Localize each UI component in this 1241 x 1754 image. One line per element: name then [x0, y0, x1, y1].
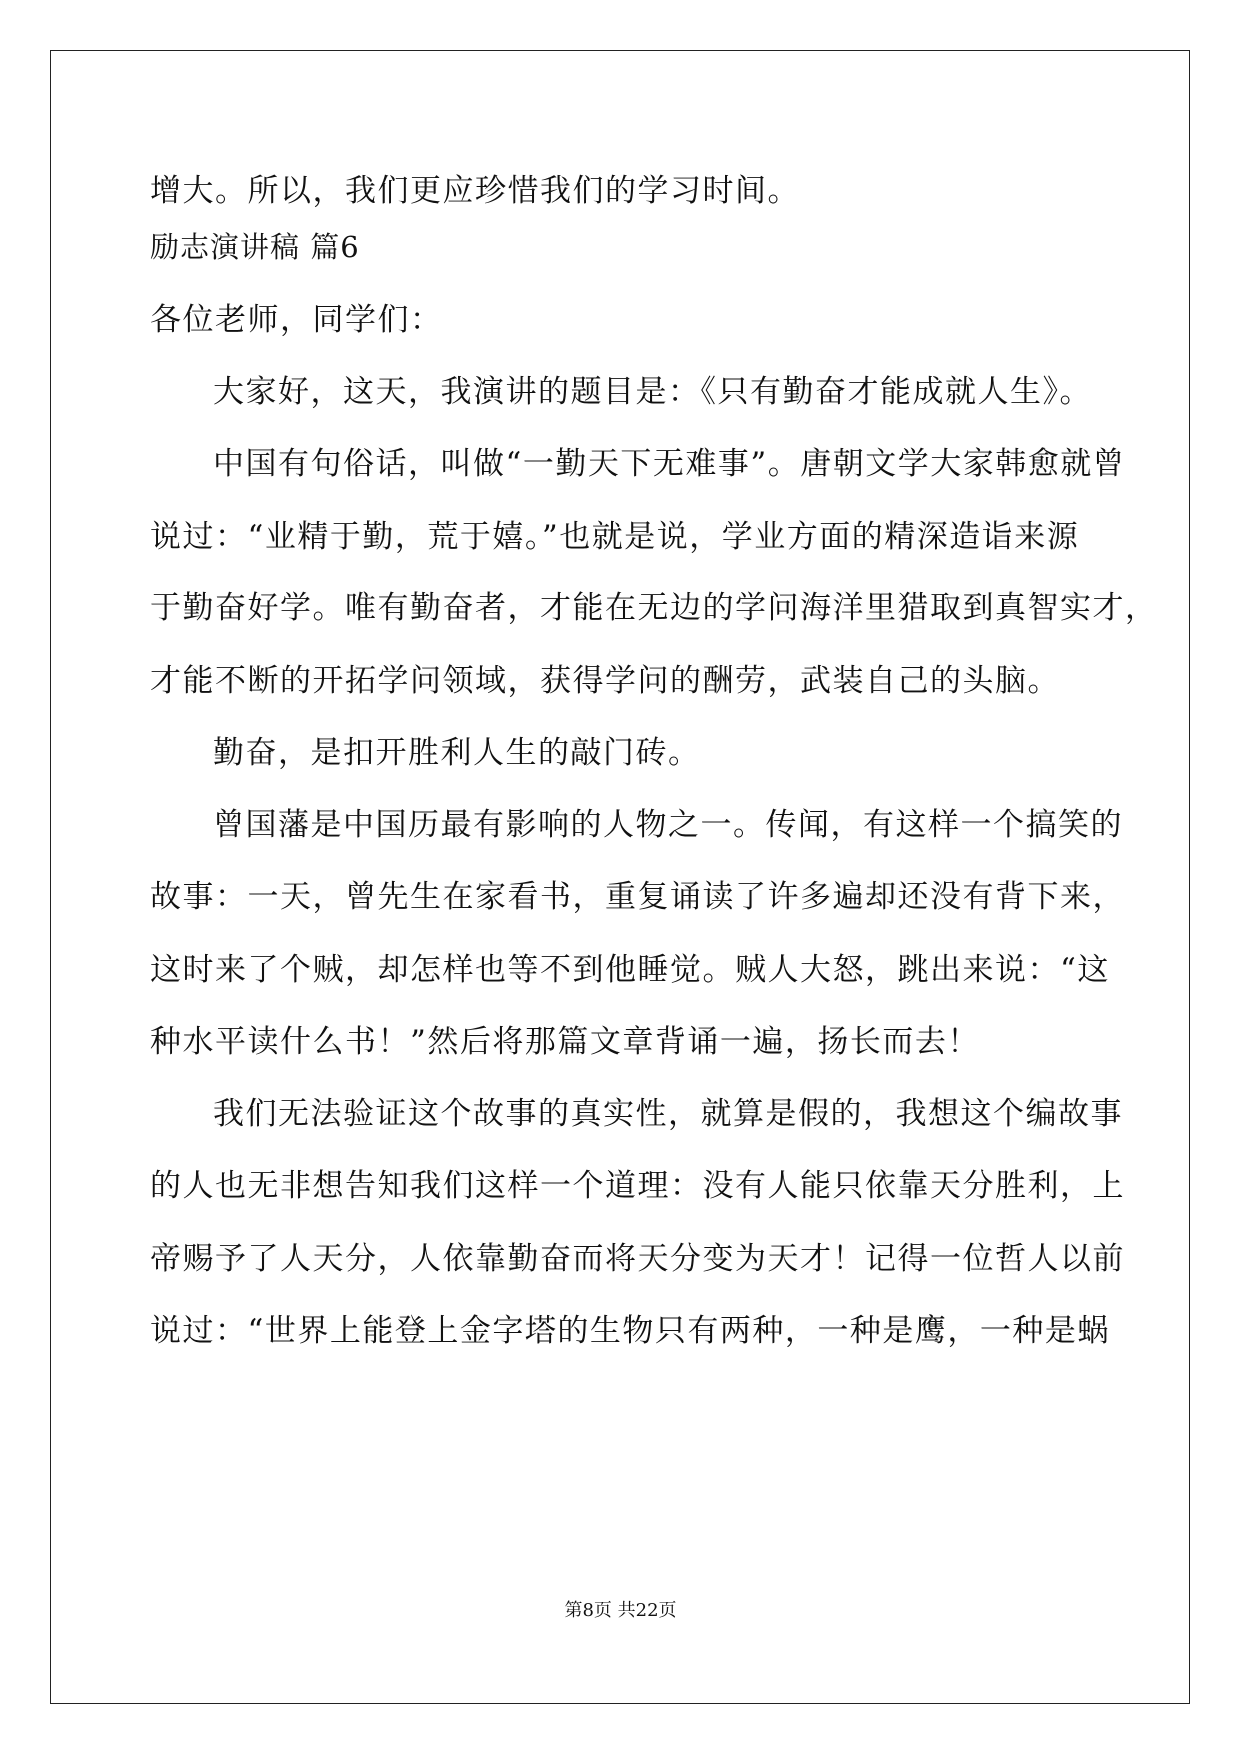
- text-line: 增大。所以，我们更应珍惜我们的学习时间。: [150, 173, 800, 209]
- text-line: 于勤奋好学。唯有勤奋者，才能在无边的学问海洋里猎取到真智实才，: [150, 590, 1158, 626]
- text-line: 才能不断的开拓学问领域，获得学问的酬劳，武装自己的头脑。: [150, 663, 1060, 699]
- text-line: 这时来了个贼，却怎样也等不到他睡觉。贼人大怒，跳出来说：“这: [150, 952, 1110, 988]
- section-heading: 励志演讲稿 篇6: [150, 230, 360, 264]
- text-line: 曾国藩是中国历最有影响的人物之一。传闻，有这样一个搞笑的: [213, 807, 1123, 843]
- text-line: 勤奋，是扣开胜利人生的敲门砖。: [213, 735, 701, 771]
- salutation: 各位老师，同学们：: [150, 302, 443, 338]
- text-line: 大家好，这天，我演讲的题目是：《只有勤奋才能成就人生》。: [213, 374, 1092, 410]
- text-line: 故事：一天，曾先生在家看书，重复诵读了许多遍却还没有背下来，: [150, 879, 1125, 915]
- text-line: 我们无法验证这个故事的真实性，就算是假的，我想这个编故事: [213, 1096, 1123, 1132]
- text-line: 种水平读什么书！”然后将那篇文章背诵一遍，扬长而去！: [150, 1024, 980, 1060]
- page-number: 第8页 共22页: [564, 1600, 677, 1621]
- text-line: 中国有句俗话，叫做“一勤天下无难事”。唐朝文学大家韩愈就曾: [213, 446, 1126, 482]
- text-line: 说过：“世界上能登上金字塔的生物只有两种，一种是鹰，一种是蜗: [150, 1313, 1110, 1349]
- text-line: 说过：“业精于勤，荒于嬉。”也就是说，学业方面的精深造诣来源: [150, 519, 1080, 555]
- text-line: 帝赐予了人天分，人依靠勤奋而将天分变为天才！记得一位哲人以前: [150, 1241, 1125, 1277]
- text-line: 的人也无非想告知我们这样一个道理：没有人能只依靠天分胜利，上: [150, 1168, 1125, 1204]
